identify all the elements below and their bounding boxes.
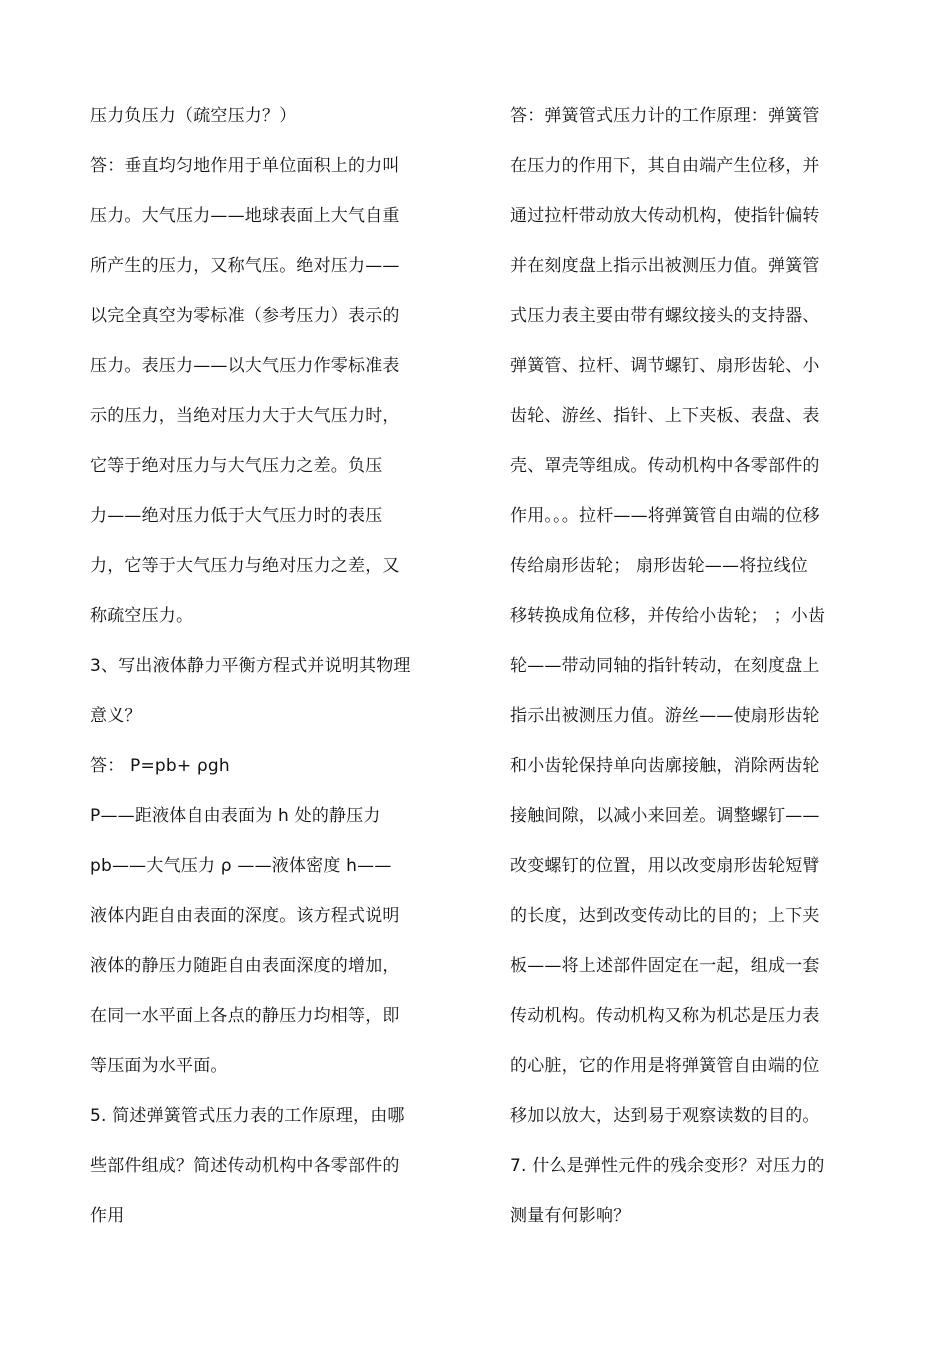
right-text-line: 测量有何影响？ bbox=[510, 1206, 631, 1226]
right-text-line: 式压力表主要由带有螺纹接头的支持器、 bbox=[510, 306, 820, 326]
right-text-line: 在压力的作用下，其自由端产生位移，并 bbox=[510, 156, 820, 176]
right-text-line: 齿轮、游丝、指针、上下夹板、表盘、表 bbox=[510, 406, 820, 426]
right-text-line: 的长度，达到改变传动比的目的；上下夹 bbox=[510, 906, 820, 926]
right-text-line: 接触间隙，以减小来回差。调整螺钉—— bbox=[510, 806, 820, 826]
left-text-line: pb——大气压力 ρ ——液体密度 h—— bbox=[90, 856, 392, 876]
left-text-line: 等压面为水平面。 bbox=[90, 1056, 228, 1076]
left-text-line: 示的压力，当绝对压力大于大气压力时， bbox=[90, 406, 400, 426]
right-text-line: 并在刻度盘上指示出被测压力值。弹簧管 bbox=[510, 256, 820, 276]
right-text-line: 移加以放大，达到易于观察读数的目的。 bbox=[510, 1106, 820, 1126]
left-text-line: 所产生的压力，又称气压。绝对压力—— bbox=[90, 256, 400, 276]
left-text-line: 3、写出液体静力平衡方程式并说明其物理 bbox=[90, 656, 411, 676]
left-text-line: 以完全真空为零标准（参考压力）表示的 bbox=[90, 306, 400, 326]
left-text-line: 意义？ bbox=[90, 706, 142, 726]
left-text-line: 压力。表压力——以大气压力作零标准表 bbox=[90, 356, 400, 376]
right-text-line: 传给扇形齿轮； 扇形齿轮——将拉线位 bbox=[510, 556, 809, 576]
right-text-line: 移转换成角位移，并传给小齿轮； ；小齿 bbox=[510, 606, 826, 626]
left-text-line: 5. 简述弹簧管式压力表的工作原理，由哪 bbox=[90, 1106, 405, 1126]
right-text-line: 7. 什么是弹性元件的残余变形？对压力的 bbox=[510, 1156, 825, 1176]
left-text-line: 力——绝对压力低于大气压力时的表压 bbox=[90, 506, 383, 526]
left-text-line: 压力负压力（疏空压力？） bbox=[90, 106, 297, 126]
left-text-line: 它等于绝对压力与大气压力之差。负压 bbox=[90, 456, 383, 476]
left-text-line: 答：垂直均匀地作用于单位面积上的力叫 bbox=[90, 156, 400, 176]
left-text-line: P——距液体自由表面为 h 处的静压力 bbox=[90, 806, 381, 826]
right-text-line: 作用。。。拉杆——将弹簧管自由端的位移 bbox=[510, 506, 820, 526]
right-text-line: 板——将上述部件固定在一起，组成一套 bbox=[510, 956, 820, 976]
right-text-line: 通过拉杆带动放大传动机构，使指针偏转 bbox=[510, 206, 820, 226]
left-text-line: 答： P=pb+ ρgh bbox=[90, 756, 230, 776]
right-text-line: 答：弹簧管式压力计的工作原理：弹簧管 bbox=[510, 106, 820, 126]
left-text-line: 液体的静压力随距自由表面深度的增加， bbox=[90, 956, 400, 976]
right-text-line: 壳、罩壳等组成。传动机构中各零部件的 bbox=[510, 456, 820, 476]
right-text-line: 的心脏，它的作用是将弹簧管自由端的位 bbox=[510, 1056, 820, 1076]
right-text-line: 轮——带动同轴的指针转动，在刻度盘上 bbox=[510, 656, 820, 676]
left-text-line: 些部件组成？简述传动机构中各零部件的 bbox=[90, 1156, 400, 1176]
left-text-line: 力，它等于大气压力与绝对压力之差，又 bbox=[90, 556, 400, 576]
right-text-line: 传动机构。传动机构又称为机芯是压力表 bbox=[510, 1006, 820, 1026]
right-text-line: 指示出被测压力值。游丝——使扇形齿轮 bbox=[510, 706, 820, 726]
left-text-line: 称疏空压力。 bbox=[90, 606, 194, 626]
left-text-line: 压力。大气压力——地球表面上大气自重 bbox=[90, 206, 400, 226]
right-text-line: 和小齿轮保持单向齿廓接触，消除两齿轮 bbox=[510, 756, 820, 776]
left-text-line: 液体内距自由表面的深度。该方程式说明 bbox=[90, 906, 400, 926]
right-text-line: 弹簧管、拉杆、调节螺钉、扇形齿轮、小 bbox=[510, 356, 820, 376]
left-text-line: 在同一水平面上各点的静压力均相等，即 bbox=[90, 1006, 400, 1026]
left-text-line: 作用 bbox=[90, 1206, 125, 1226]
right-text-line: 改变螺钉的位置，用以改变扇形齿轮短臂 bbox=[510, 856, 820, 876]
